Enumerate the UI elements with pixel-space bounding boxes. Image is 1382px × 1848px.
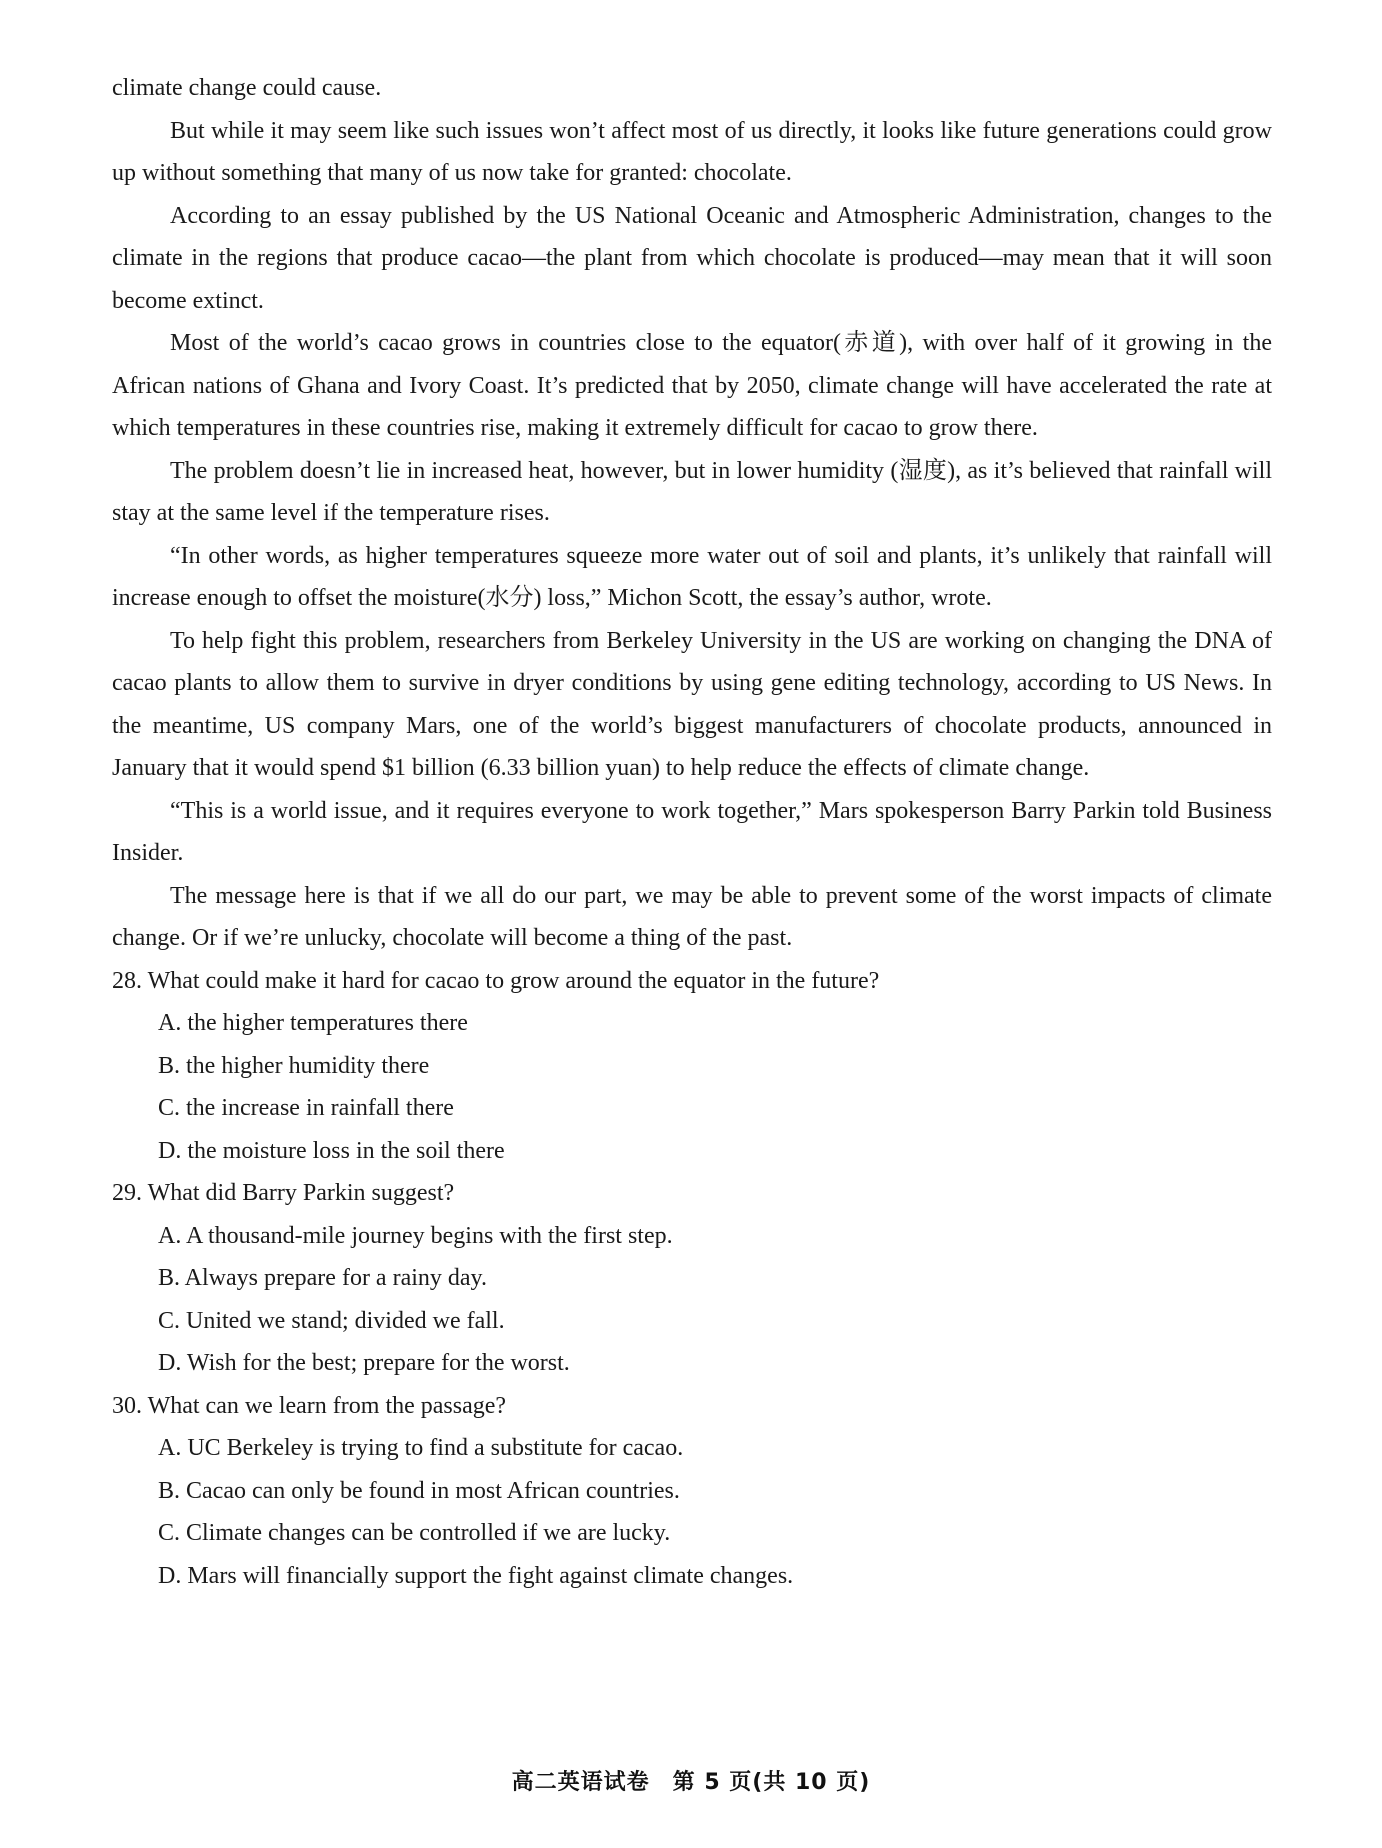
question-stem: 30. What can we learn from the passage? (112, 1392, 507, 1419)
answer-option-c: C. United we stand; divided we fall. (158, 1307, 505, 1334)
page-footer: 高二英语试卷 第 5 页(共 10 页) (511, 1770, 871, 1795)
question-stem: 29. What did Barry Parkin suggest? (112, 1180, 455, 1206)
passage-paragraph: Most of the world’s cacao grows in countries close to the equator(赤道), with over half of it growing in the African nations of Ghana and Ivory Coast. It’s predicted that by 2050, climate change will have accelerated the rate at which temperatures in these countries rise, making it extremely difficult for cacao to grow there. (112, 330, 1272, 441)
answer-option-a: A. A thousand-mile journey begins with the first step. (158, 1222, 673, 1249)
answer-option-d: D. Mars will financially support the fight against climate changes. (158, 1562, 794, 1589)
page-content (112, 67, 1272, 1597)
answer-option-c: C. the increase in rainfall there (158, 1095, 454, 1121)
answer-option-a: A. UC Berkeley is trying to find a substitute for cacao. (158, 1435, 684, 1461)
answer-option-d: D. Wish for the best; prepare for the worst. (158, 1350, 570, 1376)
question-stem: 28. What could make it hard for cacao to grow around the equator in the future? (112, 967, 880, 994)
answer-option-c: C. Climate changes can be controlled if we are lucky. (158, 1520, 671, 1546)
answer-option-d: D. the moisture loss in the soil there (158, 1137, 505, 1164)
question-28 (112, 960, 1272, 1173)
question-29 (112, 1172, 1272, 1385)
question-30 (112, 1385, 1272, 1598)
passage-paragraph: “In other words, as higher temperatures squeeze more water out of soil and plants, it’s unlikely that rainfall will increase enough to offset the moisture(水分) loss,” Michon Scott, the essay’s author, wrote. (112, 542, 1272, 611)
answer-option-b: B. Cacao can only be found in most African countries. (158, 1477, 680, 1504)
passage-paragraph: The message here is that if we all do our part, we may be able to prevent some of the worst impacts of climate change. Or if we’re unlucky, chocolate will become a thing of the past. (112, 882, 1272, 951)
passage-paragraph: climate change could cause. (112, 75, 382, 101)
answer-option-b: B. Always prepare for a rainy day. (158, 1265, 487, 1291)
reading-passage (112, 67, 1272, 960)
passage-paragraph: But while it may seem like such issues won’t affect most of us directly, it looks like future generations could grow up without something that many of us now take for granted: chocolate. (112, 117, 1272, 186)
passage-paragraph: To help fight this problem, researchers from Berkeley University in the US are working on changing the DNA of cacao plants to allow them to survive in dryer conditions by using gene editing technology, according to US News. In the meantime, US company Mars, one of the world’s biggest manufacturers of chocolate products, announced in January that it would spend $1 billion (6.33 billion yuan) to help reduce the effects of climate change. (112, 627, 1272, 781)
answer-option-b: B. the higher humidity there (158, 1052, 430, 1079)
answer-option-a: A. the higher temperatures there (158, 1010, 468, 1036)
passage-paragraph: “This is a world issue, and it requires everyone to work together,” Mars spokesperson Barry Parkin told Business Insider. (112, 797, 1272, 866)
passage-paragraph: According to an essay published by the US National Oceanic and Atmospheric Administration, changes to the climate in the regions that produce cacao—the plant from which chocolate is produced—may mean that it will soon become extinct. (112, 202, 1272, 314)
passage-paragraph: The problem doesn’t lie in increased heat, however, but in lower humidity (湿度), as it’s believed that rainfall will stay at the same level if the temperature rises. (112, 457, 1272, 526)
